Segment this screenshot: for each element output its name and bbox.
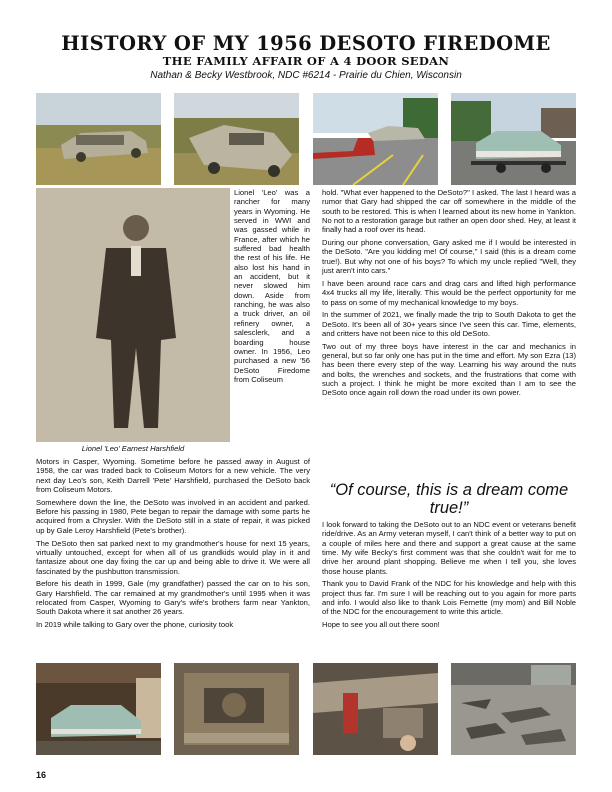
left-paragraph-4: Before his death in 1999, Gale (my grandfather) passed the car on to his son, Gary Harshfield. The car remained at my grandmother's until 1995 when it was relocated from Casper, Wyoming to Gary's wife's brothers farm near Yankton, South Dakota where it sat another 26 years. bbox=[36, 579, 310, 617]
right-paragraph-1: hold. "What ever happened to the DeSoto?" I asked. The last I heard was a rumor that Gary had shipped the car off somewhere in the middle of the south to be restored. This is when I learned about its new home in Yankton. No not to a restoration garage but rather an open door shed. Hey, at least it finally had a roof over its head. bbox=[322, 188, 576, 235]
left-paragraph-1: Motors in Casper, Wyoming. Sometime before he passed away in August of 1958, the car was traded back to Coliseum Motors for a new vehicle. The very next day Leo's son, Keith Darrell 'Pete' Harshfield, purchased the DeSoto back from Coliseum Motors. bbox=[36, 457, 310, 495]
photo-car-in-shed bbox=[36, 663, 161, 755]
portrait-caption: Lionel 'Leo' Earnest Harshfield bbox=[81, 444, 185, 453]
photo-interior-pushbuttons bbox=[313, 663, 438, 755]
narrow-column-text: Lionel 'Leo' was a rancher for many years in Wyoming. He served in WWI and was gassed while in France, after which he suffered bad health the rest of his life. He also lost his hand in an accident, but it never slowed him down. Aside from ranching, he was also a truck driver, an oil refinery owner, a salesclerk, and a boarding house owner. In 1956, Leo purchased a new '56 DeSoto Firedome from Coliseum bbox=[234, 188, 310, 384]
photo-car-in-field-2 bbox=[174, 93, 299, 185]
photo-parts-on-floor bbox=[451, 663, 576, 755]
right-paragraph-7: Thank you to David Frank of the NDC for his knowledge and help with this project thus far. I'm sure I will be reaching out to you again for more parts and info. I would also like to thank Lois Fernette (my mom) and Bill Noble of the NDC for the encouragement to write this article. bbox=[322, 579, 576, 617]
photo-car-on-trailer bbox=[451, 93, 576, 185]
right-paragraph-2: During our phone conversation, Gary asked me if I would be interested in the DeSoto. "Are you kidding me! Of course," I said (this is a dream come true!). But why not one of his boys? To which my uncle replied "Well, they just aren't into cars." bbox=[322, 238, 576, 276]
right-column-top bbox=[322, 188, 576, 401]
pull-quote: “Of course, this is a dream come true!” bbox=[329, 481, 569, 517]
author-byline: Nathan & Becky Westbrook, NDC #6214 - Prairie du Chien, Wisconsin bbox=[150, 70, 462, 81]
photo-car-in-field-1 bbox=[36, 93, 161, 185]
left-paragraph-5: In 2019 while talking to Gary over the phone, curiosity took bbox=[36, 620, 234, 630]
right-paragraph-8: Hope to see you all out there soon! bbox=[322, 620, 440, 630]
right-paragraph-3: I have been around race cars and drag cars and lifted high performance 4x4 trucks all my life, literally. This would be the perfect opportunity for me to pass on some of my mechanical knowledge to my boys. bbox=[322, 278, 576, 307]
photo-red-truck-with-car bbox=[313, 93, 438, 185]
article-subtitle: THE FAMILY AFFAIR OF A 4 DOOR SEDAN bbox=[162, 54, 450, 68]
page-number: 16 bbox=[36, 770, 47, 780]
left-paragraph-2: Somewhere down the line, the DeSoto was involved in an accident and parked. Before his passing in 1980, Pete began to repair the damage with some parts he acquired from a Chrysler. With the DeSoto still in a state of repair, it was picked up by Gale Leroy Harshfield (Pete's brother). bbox=[36, 497, 310, 535]
photo-engine-bay bbox=[174, 663, 299, 755]
article-title: HISTORY OF MY 1956 DESOTO FIREDOME bbox=[61, 32, 551, 55]
photo-portrait-leo bbox=[36, 188, 230, 442]
right-paragraph-4: In the summer of 2021, we finally made the trip to South Dakota to get the DeSoto. It's been all of 30+ years since I've seen this car. Time, elements, and critters have not been nice to this old DeSoto. bbox=[322, 310, 576, 338]
left-paragraph-3: The DeSoto then sat parked next to my grandmother's house for next 15 years, virtually untouched, except for when all of us grandkids would play in it and fantasize about one day fixing the car up and being able to drive it. We were all fascinated by the pushbutton transmission. bbox=[36, 538, 310, 576]
right-paragraph-6: I look forward to taking the DeSoto out to an NDC event or veterans benefit ride/drive. As an Army veteran myself, I can't think of a better way to put on a couple of miles here and there and support a great cause at the same time. My wife Becky's first comment was that she couldn't wait for me to drive her around plant shopping. Believe me when I tell you, she loves those house plants. bbox=[322, 520, 576, 576]
left-column bbox=[36, 457, 310, 633]
right-column-bottom bbox=[322, 520, 576, 633]
right-paragraph-5: Two out of my three boys have interest in the car and mechanics in general, but so far only one has put in the time and effort. My son Ezra (13) has been there every step of the way. Learning his way around the nuts and bolts, the wrenches and sockets, and the frustrations that come with such a project. I think he might be more excited than I am to see the DeSoto once again roll down the road under its own power. bbox=[322, 341, 576, 398]
